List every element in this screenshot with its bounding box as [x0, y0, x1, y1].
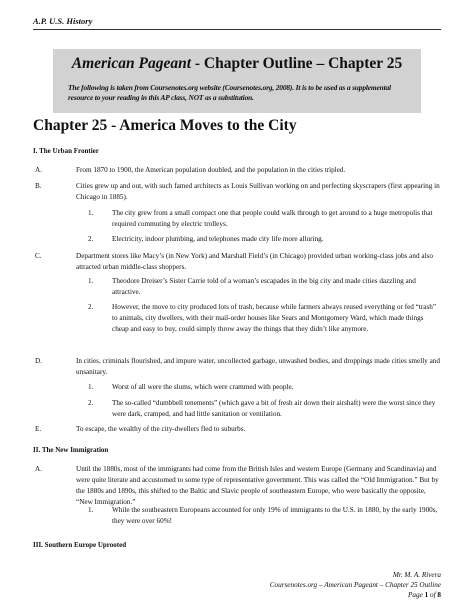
section-heading-urban-frontier: I. The Urban Frontier: [33, 147, 99, 155]
title-box: [53, 49, 421, 113]
outline-text: Theodore Dreiser’s Sister Carrie told of a woman’s escapades in the big city and made cities dazzling and attractive.: [112, 277, 416, 296]
outline-marker: 1.: [88, 209, 94, 217]
outline-text: To escape, the wealthy of the city-dwellers fled to suburbs.: [76, 425, 246, 433]
outline-text: The so-called “dumbbell tenements” (which gave a bit of fresh air down their airshaft) were the worst since they were dark, cramped, and had little sanitation or ventilation.: [112, 399, 436, 418]
page-title: [53, 55, 421, 73]
outline-marker: A.: [35, 166, 42, 174]
outline-text: While the southeastern Europeans accounted for only 19% of immigrants to the U.S. in 1880, by the early 1900s, they were over 60%!: [112, 506, 438, 525]
footer-page-number: [141, 590, 441, 600]
outline-marker: 2.: [88, 235, 94, 243]
outline-marker: B.: [35, 182, 42, 190]
outline-marker: D.: [35, 357, 42, 365]
outline-marker: 1.: [88, 506, 94, 514]
footer-page-prefix: Page: [408, 591, 425, 599]
course-header: A.P. U.S. History: [33, 16, 93, 26]
outline-marker: 2.: [88, 399, 94, 407]
outline-marker: 1.: [88, 383, 94, 391]
title-rest: - Chapter Outline – Chapter 25: [191, 55, 403, 72]
footer-source-site: Coursenotes.org: [269, 581, 318, 589]
outline-text: The city grew from a small compact one that people could walk through to get around to a huge metropolis that required commuting by electric trolleys.: [112, 209, 433, 228]
outline-marker: E.: [35, 425, 42, 433]
outline-marker: 2.: [88, 303, 94, 311]
outline-text: However, the move to city produced lots of trash, because while farmers always reused everything or fed “trash” to animals, city dwellers, with their mail-order houses like Sears and Montgomery Ward, which made things cheap and easy to buy, could simply throw away the things that they didn’t like anymore.: [112, 303, 437, 333]
outline-text: Department stores like Macy’s (in New York) and Marshall Field’s (in Chicago) provided urban working-class jobs and also attracted urban middle-class shoppers.: [76, 252, 433, 271]
outline-marker: 1.: [88, 277, 94, 285]
footer-page-total: 8: [437, 591, 441, 599]
outline-marker: C.: [35, 252, 42, 260]
title-book: American Pageant: [71, 55, 191, 72]
footer-page-current: 1: [424, 591, 429, 599]
outline-marker: A.: [35, 465, 42, 473]
outline-text: Worst of all were the slums, which were crammed with people.: [112, 383, 294, 391]
title-subtitle: The following is taken from Coursenotes.org website (Coursenotes.org, 2008). It is to be used as a supplemental resource to your reading in this AP class, NOT as a substitution.: [68, 83, 391, 102]
outline-text: Electricity, indoor plumbing, and telephones made city life more alluring.: [112, 235, 324, 243]
outline-text: In cities, criminals flourished, and impure water, uncollected garbage, unwashed bodies, and droppings made cities smelly and unsanitary.: [76, 357, 440, 376]
footer-author: Mr. M. A. Rivera: [392, 571, 441, 579]
footer-source: [141, 580, 441, 590]
header-rule: [33, 29, 441, 30]
chapter-heading: Chapter 25 - America Moves to the City: [33, 117, 297, 134]
footer-source-rest: – American Pageant – Chapter 25 Outline: [317, 581, 441, 589]
footer-page-of: of: [428, 591, 438, 599]
section-heading-southern-europe: III. Southern Europe Uprooted: [33, 541, 127, 549]
outline-text: Cities grew up and out, with such famed architects as Louis Sullivan working on and perfecting skyscrapers (first appearing in Chicago in 1885).: [76, 182, 440, 201]
outline-text: From 1870 to 1900, the American population doubled, and the population in the cities tripled.: [76, 166, 346, 174]
outline-text: Until the 1880s, most of the immigrants had come from the British Isles and western Europe (Germany and Scandinavia) and were quite literate and accustomed to some type of representative government. This was called the “Old Immigration.” But by the 1880s and 1890s, this shifted to the Baltic and Slavic people of southeastern Europe, who were basically the opposite, “New Immigration.”: [76, 465, 439, 506]
section-heading-new-immigration: II. The New Immigration: [33, 446, 109, 454]
